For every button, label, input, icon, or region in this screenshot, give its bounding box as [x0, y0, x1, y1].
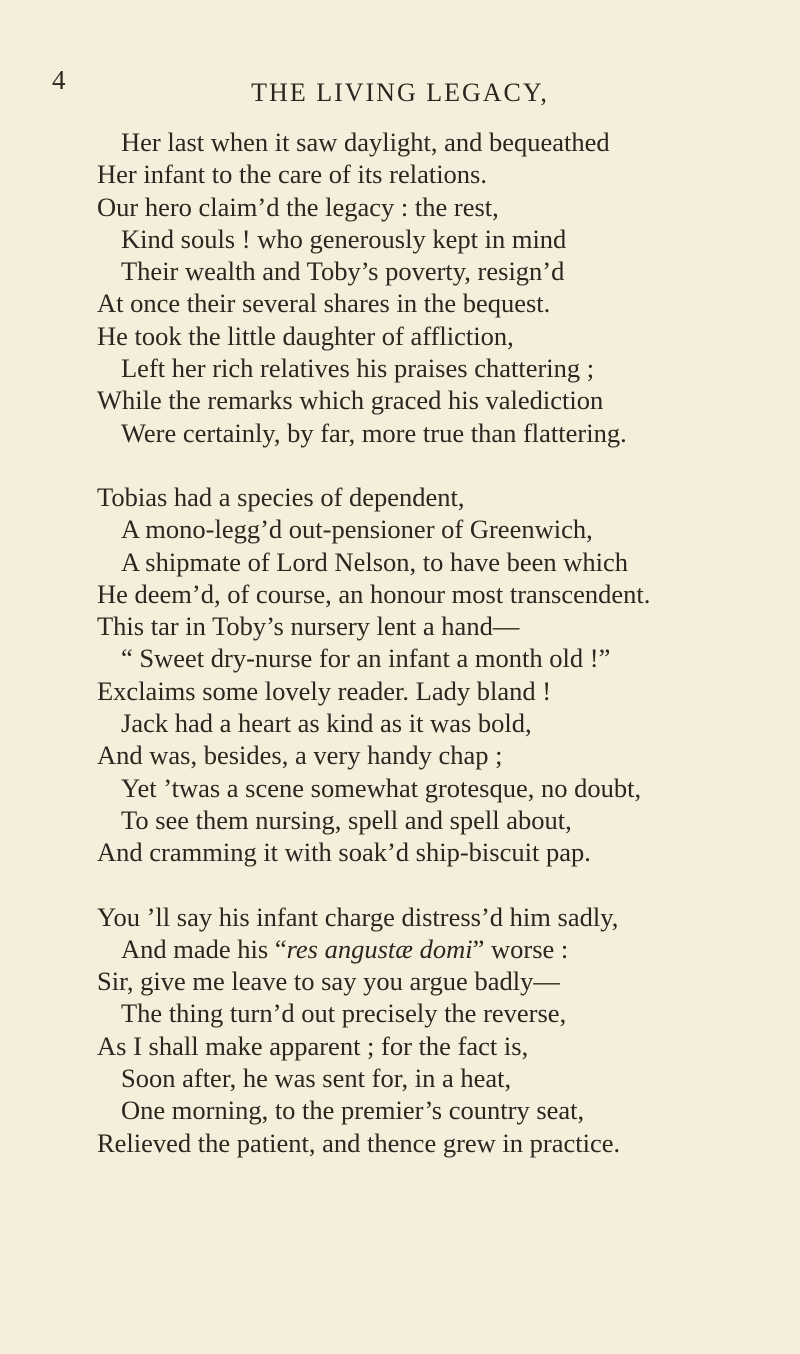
poem-line: Were certainly, by far, more true than flattering.	[121, 417, 627, 448]
latin-phrase: res angustæ domi	[286, 933, 473, 964]
poem	[0, 126, 800, 1191]
poem-line: He deem’d, of course, an honour most transcendent.	[97, 578, 651, 609]
stanza-3	[0, 901, 800, 1159]
line-text: ” worse :	[472, 933, 569, 964]
poem-line: Yet ’twas a scene somewhat grotesque, no doubt,	[121, 772, 642, 803]
poem-line: Tobias had a species of dependent,	[97, 481, 465, 512]
poem-line: He took the little daughter of affliction,	[97, 320, 514, 351]
poem-line: As I shall make apparent ; for the fact is,	[97, 1030, 529, 1061]
poem-line: Sir, give me leave to say you argue badly—	[97, 966, 560, 997]
poem-line: Relieved the patient, and thence grew in practice.	[97, 1127, 621, 1158]
poem-line: And was, besides, a very handy chap ;	[97, 740, 503, 771]
poem-line	[0, 933, 800, 965]
poem-line: Her last when it saw daylight, and bequeathed	[121, 127, 610, 157]
poem-line: Our hero claim’d the legacy : the rest,	[97, 191, 499, 222]
stanza-1	[0, 126, 800, 449]
page-number: 4	[52, 65, 66, 95]
poem-line: A shipmate of Lord Nelson, to have been which	[121, 546, 629, 577]
running-head: THE LIVING LEGACY,	[251, 78, 549, 107]
poem-line: You ’ll say his infant charge distress’d him sadly,	[97, 901, 619, 932]
poem-line: The thing turn’d out precisely the reverse,	[121, 998, 567, 1029]
poem-line: Her infant to the care of its relations.	[97, 159, 487, 190]
poem-line: While the remarks which graced his valediction	[97, 385, 604, 416]
poem-line: Soon after, he was sent for, in a heat,	[121, 1063, 512, 1094]
poem-line: “ Sweet dry-nurse for an infant a month old !”	[121, 643, 611, 674]
line-text: And made his “	[121, 933, 287, 964]
poem-line: And cramming it with soak’d ship-biscuit pap.	[97, 837, 591, 868]
poem-line: Jack had a heart as kind as it was bold,	[121, 708, 532, 739]
poem-line: Their wealth and Toby’s poverty, resign’d	[121, 256, 565, 287]
poem-line: Kind souls ! who generously kept in mind	[121, 223, 567, 254]
poem-line: At once their several shares in the bequest.	[97, 288, 551, 319]
poem-line: Exclaims some lovely reader. Lady bland !	[97, 675, 552, 706]
poem-line: This tar in Toby’s nursery lent a hand—	[97, 611, 520, 642]
poem-line: Left her rich relatives his praises chattering ;	[121, 353, 595, 384]
poem-line: A mono-legg’d out-pensioner of Greenwich,	[121, 514, 593, 545]
stanza-2	[0, 481, 800, 869]
poem-line: One morning, to the premier’s country seat,	[121, 1095, 585, 1126]
poem-line: To see them nursing, spell and spell about,	[121, 804, 572, 835]
